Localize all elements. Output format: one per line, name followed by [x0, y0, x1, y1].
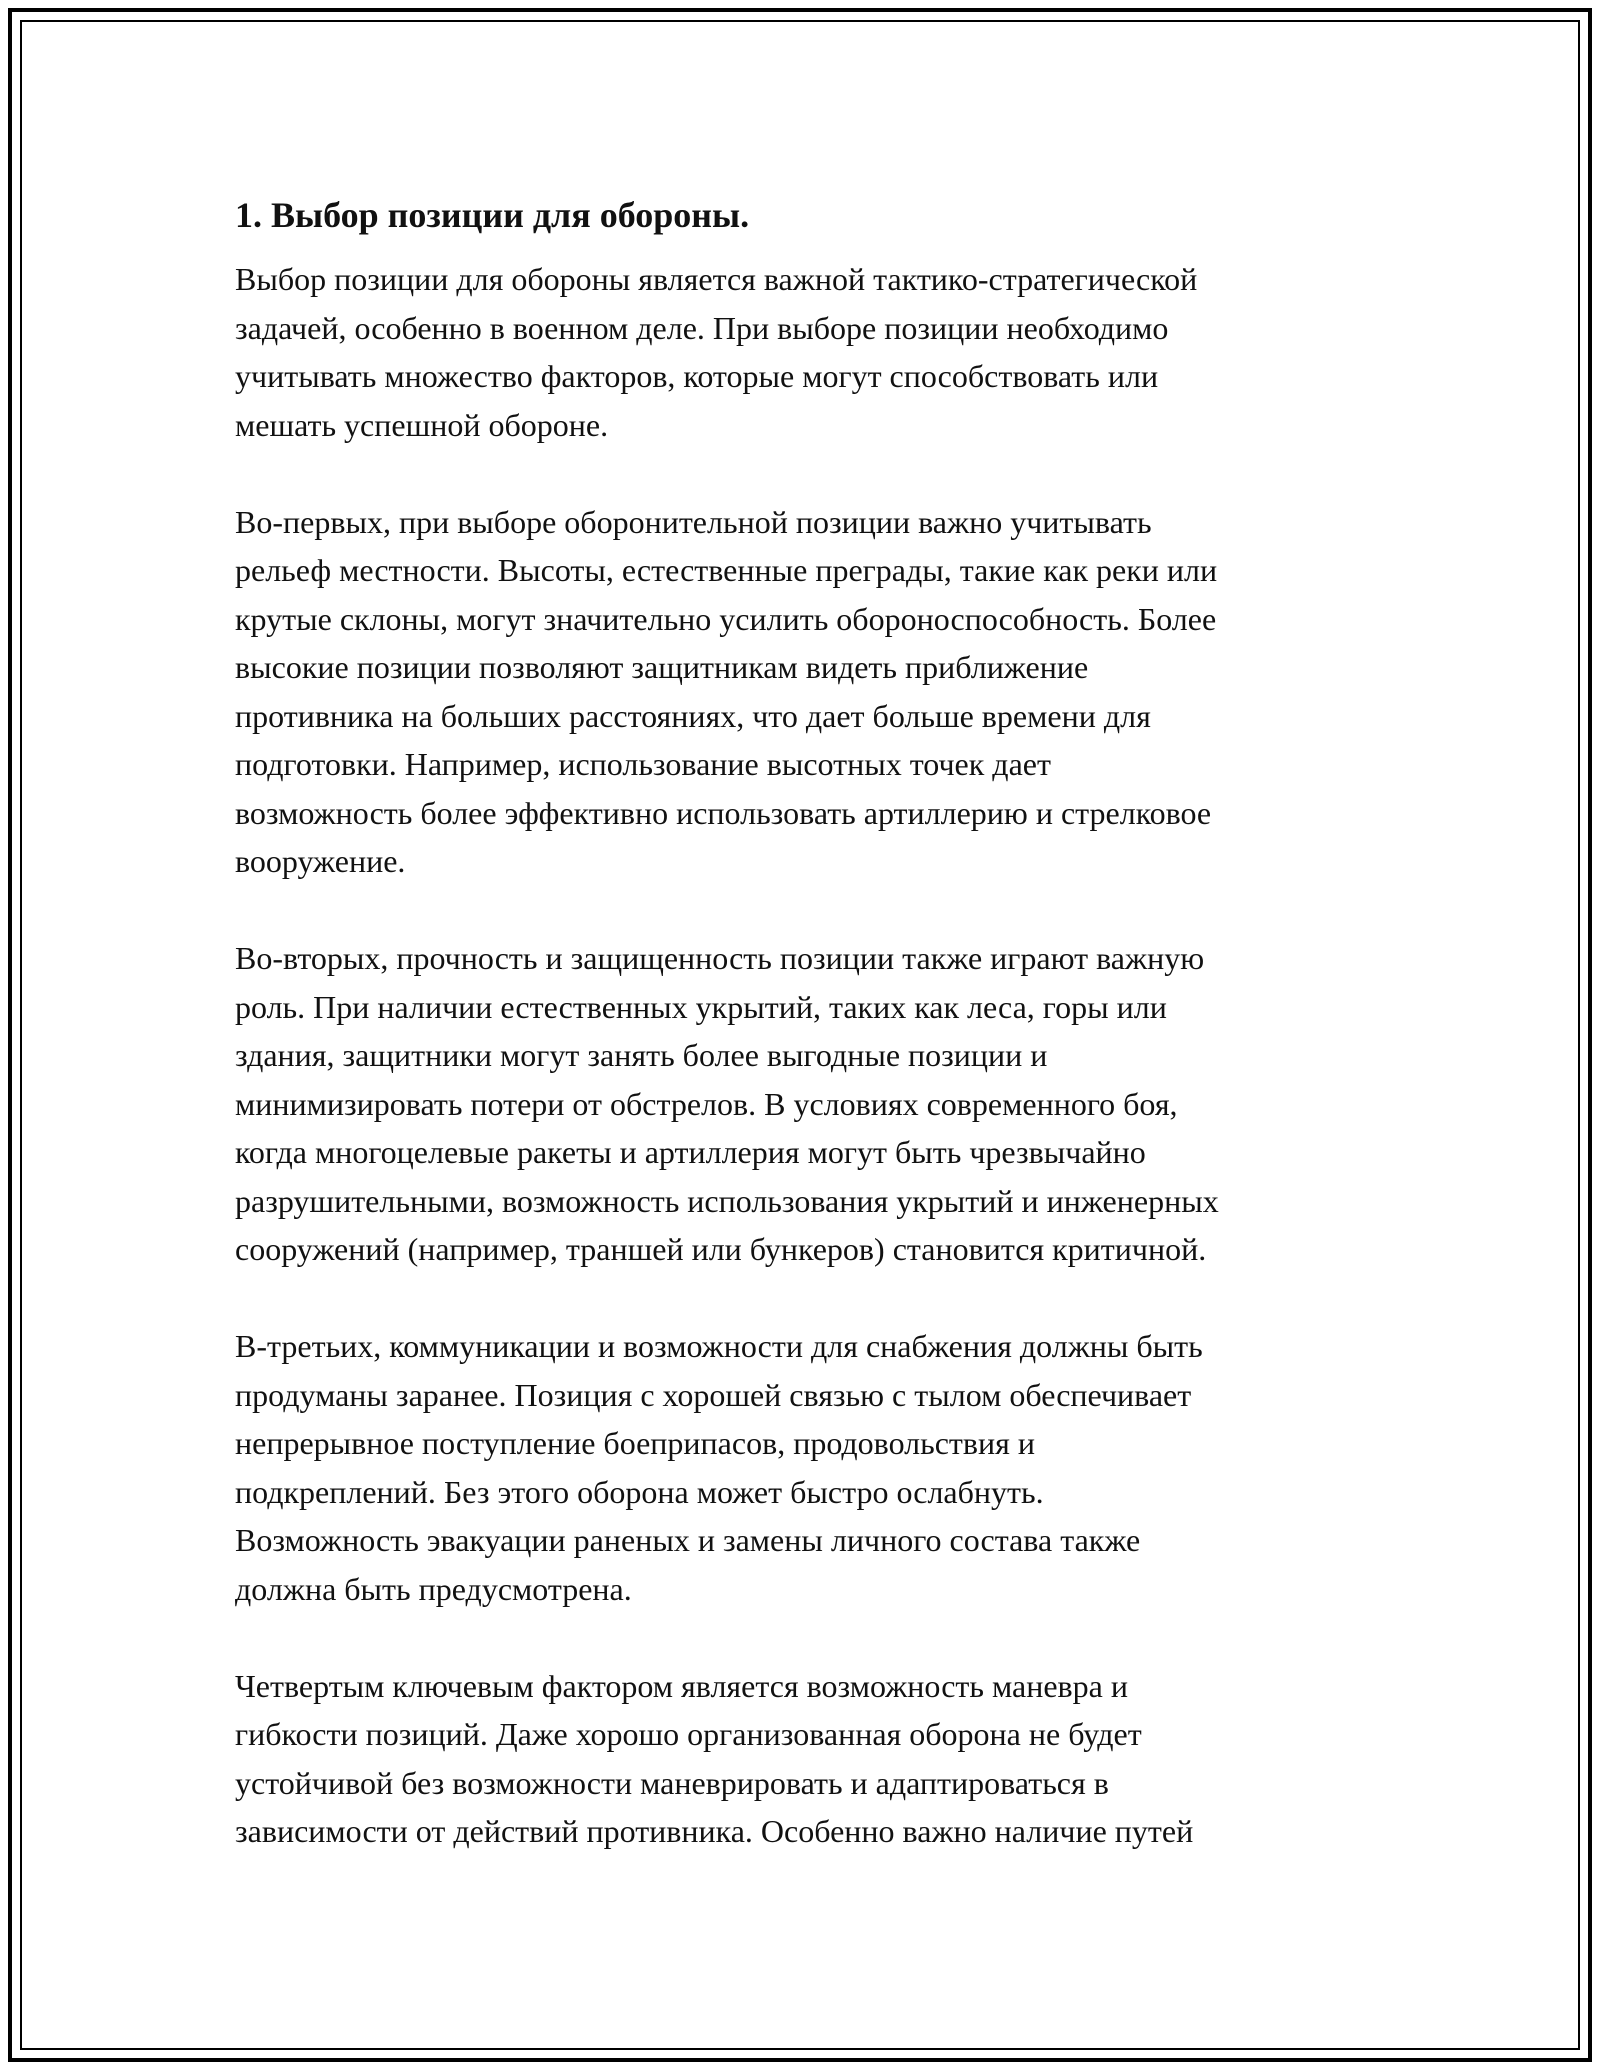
text-line: должна быть предусмотрена.: [235, 1570, 632, 1607]
text-line: минимизировать потери от обстрелов. В условиях современного боя,: [235, 1085, 1178, 1122]
text-line: Выбор позиции для обороны является важной тактико-стратегической: [235, 261, 1198, 297]
text-line: высокие позиции позволяют защитникам видеть приближение: [235, 649, 1089, 685]
text-line: рельеф местности. Высоты, естественные преграды, такие как реки или: [235, 552, 1218, 588]
text-line: сооружений (например, траншей или бункеров) становится критичной.: [235, 1231, 1207, 1267]
text-line: продуманы заранее. Позиция с хорошей связью с тылом обеспечивает: [235, 1376, 1192, 1413]
text-line: когда многоцелевые ракеты и артиллерия могут быть чрезвычайно: [235, 1134, 1146, 1170]
text-line: В-третьих, коммуникации и возможности для снабжения должны быть: [235, 1328, 1203, 1364]
paragraph-5: [235, 1662, 1385, 1856]
text-line: крутые склоны, могут значительно усилить обороноспособность. Более: [235, 600, 1217, 637]
text-line: подготовки. Например, использование высотных точек дает: [235, 746, 1051, 782]
text-line: разрушительными, возможность использования укрытий и инженерных: [235, 1182, 1219, 1219]
text-line: вооружение.: [235, 843, 406, 879]
text-line: устойчивой без возможности маневрировать и адаптироваться в: [235, 1764, 1109, 1801]
paragraph-3: [235, 934, 1385, 1274]
text-line: мешать успешной обороне.: [235, 406, 609, 443]
text-line: зависимости от действий противника. Особенно важно наличие путей: [235, 1813, 1194, 1849]
text-line: Возможность эвакуации раненых и замены личного состава также: [235, 1522, 1141, 1558]
text-line: здания, защитники могут занять более выгодные позиции и: [235, 1037, 1048, 1073]
text-line: противника на больших расстояниях, что дает больше времени для: [235, 697, 1151, 734]
section-heading: 1. Выбор позиции для обороны.: [235, 195, 750, 235]
text-line: Четвертым ключевым фактором является возможность маневра и: [235, 1667, 1128, 1704]
text-line: подкреплений. Без этого оборона может быстро ослабнуть.: [235, 1473, 1044, 1510]
text-line: возможность более эффективно использовать артиллерию и стрелковое: [235, 794, 1212, 831]
text-line: Во-первых, при выборе оборонительной позиции важно учитывать: [235, 503, 1152, 540]
text-line: роль. При наличии естественных укрытий, таких как леса, горы или: [235, 988, 1167, 1025]
text-line: учитывать множество факторов, которые могут способствовать или: [235, 358, 1159, 394]
text-line: Во-вторых, прочность и защищенность позиции также играют важную: [235, 940, 1205, 976]
text-line: гибкости позиций. Даже хорошо организованная оборона не будет: [235, 1716, 1142, 1752]
text-line: задачей, особенно в военном деле. При выборе позиции необходимо: [235, 309, 1169, 346]
paragraph-2: [235, 498, 1385, 886]
document-body: [235, 183, 1385, 1904]
paragraph-4: [235, 1322, 1385, 1613]
text-line: непрерывное поступление боеприпасов, продовольствия и: [235, 1425, 1035, 1461]
paragraph-1: [235, 255, 1385, 449]
